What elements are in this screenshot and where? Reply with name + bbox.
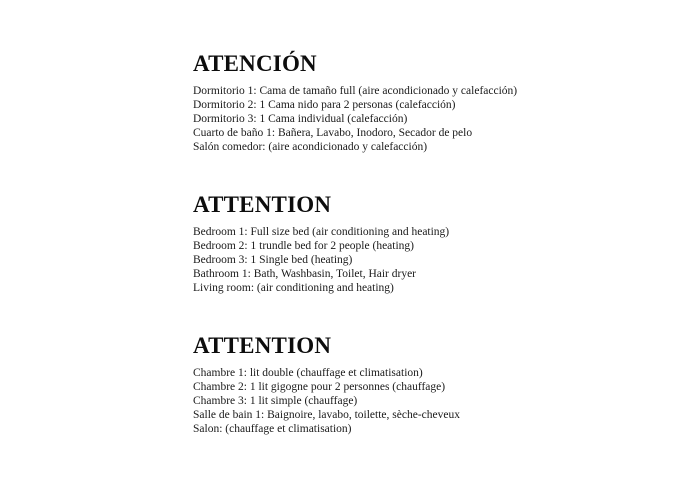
room-line: Chambre 3: 1 lit simple (chauffage) xyxy=(193,395,358,407)
room-line: Bathroom 1: Bath, Washbasin, Toilet, Hair dryer xyxy=(193,268,417,280)
room-line: Bedroom 3: 1 Single bed (heating) xyxy=(193,254,353,266)
room-line: Chambre 1: lit double (chauffage et climatisation) xyxy=(193,367,423,379)
room-line: Cuarto de baño 1: Bañera, Lavabo, Inodoro, Secador de pelo xyxy=(193,127,473,139)
notice-section-english xyxy=(193,191,653,295)
room-line: Dormitorio 2: 1 Cama nido para 2 personas (calefacción) xyxy=(193,99,456,111)
room-list xyxy=(193,225,653,295)
section-heading: ATTENTION xyxy=(193,192,332,217)
room-line: Salle de bain 1: Baignoire, lavabo, toilette, sèche-cheveux xyxy=(193,409,460,421)
room-line: Chambre 2: 1 lit gigogne pour 2 personnes (chauffage) xyxy=(193,381,446,393)
section-heading: ATENCIÓN xyxy=(193,51,317,76)
room-line: Salón comedor: (aire acondicionado y calefacción) xyxy=(193,141,428,153)
room-list xyxy=(193,84,653,154)
room-line: Salon: (chauffage et climatisation) xyxy=(193,423,352,435)
room-line: Dormitorio 3: 1 Cama individual (calefacción) xyxy=(193,113,408,125)
notice-section-spanish xyxy=(193,50,653,154)
room-list xyxy=(193,366,653,436)
room-line: Dormitorio 1: Cama de tamaño full (aire acondicionado y calefacción) xyxy=(193,85,518,97)
room-line: Living room: (air conditioning and heating) xyxy=(193,282,394,294)
room-line: Bedroom 2: 1 trundle bed for 2 people (heating) xyxy=(193,240,414,252)
section-heading: ATTENTION xyxy=(193,333,332,358)
room-line: Bedroom 1: Full size bed (air conditioning and heating) xyxy=(193,226,450,238)
notice-section-french xyxy=(193,332,653,436)
